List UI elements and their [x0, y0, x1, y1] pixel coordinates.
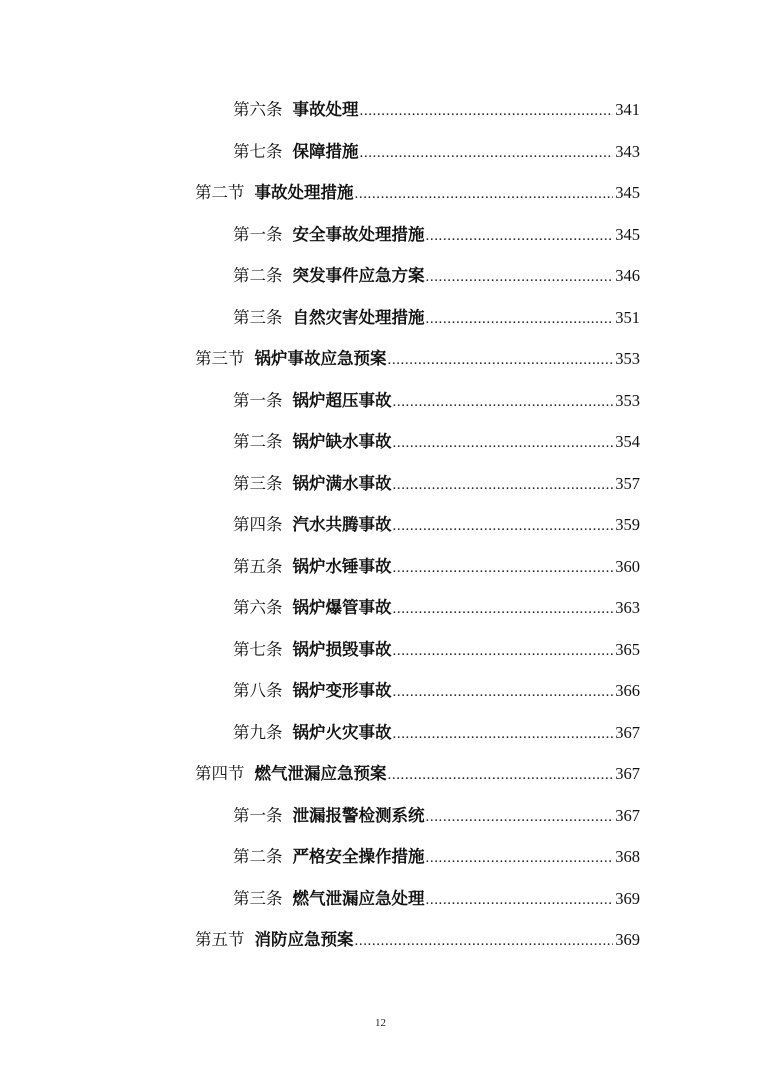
toc-article-entry[interactable] [233, 510, 640, 540]
toc-dot-leader [426, 843, 614, 873]
toc-dot-leader [355, 926, 614, 956]
toc-entry-page: 353 [615, 349, 640, 368]
toc-dot-leader [360, 96, 614, 126]
toc-article-entry[interactable] [233, 427, 640, 457]
toc-entry-page: 343 [615, 142, 640, 161]
toc-entry-number: 第四条 [233, 515, 283, 534]
toc-entry-number: 第三节 [195, 349, 245, 368]
toc-entry-title: 消防应急预案 [254, 930, 354, 949]
toc-dot-leader [426, 885, 614, 915]
toc-dot-leader [426, 262, 614, 292]
toc-entry-number: 第六条 [233, 598, 283, 617]
toc-article-entry[interactable] [233, 635, 640, 665]
toc-entry-title: 汽水共腾事故 [292, 515, 392, 534]
toc-entry-title: 锅炉火灾事故 [292, 723, 392, 742]
toc-entry-number: 第二条 [233, 266, 283, 285]
toc-article-entry[interactable] [233, 676, 640, 706]
toc-dot-leader [393, 428, 614, 458]
toc-entry-page: 345 [615, 225, 640, 244]
toc-entry-page: 353 [615, 391, 640, 410]
toc-dot-leader [355, 179, 614, 209]
toc-article-entry[interactable] [233, 552, 640, 582]
toc-article-entry[interactable] [233, 386, 640, 416]
toc-entry-page: 360 [615, 557, 640, 576]
toc-entry-title: 严格安全操作措施 [292, 847, 425, 866]
toc-entry-title: 事故处理 [292, 100, 359, 119]
toc-entry-number: 第六条 [233, 100, 283, 119]
toc-article-entry[interactable] [233, 303, 640, 333]
toc-dot-leader [388, 345, 614, 375]
toc-entry-number: 第一条 [233, 806, 283, 825]
toc-entry-number: 第八条 [233, 681, 283, 700]
page-number: 12 [375, 1017, 386, 1029]
toc-article-entry[interactable] [233, 220, 640, 250]
toc-article-entry[interactable] [233, 95, 640, 125]
toc-entry-title: 锅炉缺水事故 [292, 432, 392, 451]
toc-entry-title: 燃气泄漏应急预案 [254, 764, 387, 783]
toc-dot-leader [360, 138, 614, 168]
toc-entry-title: 锅炉水锤事故 [292, 557, 392, 576]
toc-entry-number: 第一条 [233, 391, 283, 410]
toc-dot-leader [393, 594, 614, 624]
toc-dot-leader [393, 387, 614, 417]
toc-entry-number: 第七条 [233, 142, 283, 161]
toc-entry-title: 安全事故处理措施 [292, 225, 425, 244]
toc-entry-page: 366 [615, 681, 640, 700]
toc-article-entry[interactable] [233, 469, 640, 499]
toc-section-entry[interactable] [195, 925, 640, 955]
toc-dot-leader [393, 677, 614, 707]
toc-entry-page: 341 [615, 100, 640, 119]
toc-entry-number: 第三条 [233, 474, 283, 493]
toc-entry-page: 365 [615, 640, 640, 659]
toc-section-entry[interactable] [195, 759, 640, 789]
toc-entry-number: 第五节 [195, 930, 245, 949]
toc-article-entry[interactable] [233, 801, 640, 831]
toc-entry-page: 357 [615, 474, 640, 493]
toc-entry-title: 突发事件应急方案 [292, 266, 425, 285]
toc-entry-number: 第七条 [233, 640, 283, 659]
toc-entry-page: 359 [615, 515, 640, 534]
toc-section-entry[interactable] [195, 178, 640, 208]
toc-entry-page: 368 [615, 847, 640, 866]
toc-entry-page: 354 [615, 432, 640, 451]
toc-entry-page: 345 [615, 183, 640, 202]
toc-dot-leader [393, 719, 614, 749]
toc-entry-title: 锅炉爆管事故 [292, 598, 392, 617]
toc-entry-number: 第一条 [233, 225, 283, 244]
toc-article-entry[interactable] [233, 261, 640, 291]
toc-entry-number: 第四节 [195, 764, 245, 783]
toc-entry-number: 第三条 [233, 889, 283, 908]
toc-entry-number: 第三条 [233, 308, 283, 327]
toc-entry-page: 369 [615, 930, 640, 949]
toc-dot-leader [393, 636, 614, 666]
toc-entry-page: 346 [615, 266, 640, 285]
toc-dot-leader [426, 221, 614, 251]
toc-section-entry[interactable] [195, 344, 640, 374]
toc-entry-number: 第二条 [233, 847, 283, 866]
toc-entry-number: 第五条 [233, 557, 283, 576]
toc-entry-number: 第二节 [195, 183, 245, 202]
toc-entry-title: 自然灾害处理措施 [292, 308, 425, 327]
toc-entry-title: 锅炉超压事故 [292, 391, 392, 410]
toc-entry-page: 363 [615, 598, 640, 617]
toc-dot-leader [388, 760, 614, 790]
toc-entry-title: 锅炉变形事故 [292, 681, 392, 700]
toc-dot-leader [393, 511, 614, 541]
toc-entry-title: 保障措施 [292, 142, 359, 161]
toc-entry-number: 第九条 [233, 723, 283, 742]
toc-entry-title: 事故处理措施 [254, 183, 354, 202]
toc-article-entry[interactable] [233, 884, 640, 914]
toc-dot-leader [393, 553, 614, 583]
toc-entry-page: 367 [615, 723, 640, 742]
toc-entry-page: 367 [615, 806, 640, 825]
toc-dot-leader [426, 802, 614, 832]
toc-entry-page: 367 [615, 764, 640, 783]
toc-article-entry[interactable] [233, 593, 640, 623]
toc-article-entry[interactable] [233, 718, 640, 748]
toc-dot-leader [393, 470, 614, 500]
toc-article-entry[interactable] [233, 137, 640, 167]
toc-entry-title: 燃气泄漏应急处理 [292, 889, 425, 908]
toc-entry-title: 锅炉损毁事故 [292, 640, 392, 659]
toc-entry-page: 369 [615, 889, 640, 908]
toc-entry-number: 第二条 [233, 432, 283, 451]
toc-entry-title: 锅炉事故应急预案 [254, 349, 387, 368]
toc-entry-page: 351 [615, 308, 640, 327]
toc-dot-leader [426, 304, 614, 334]
toc-entry-title: 泄漏报警检测系统 [292, 806, 425, 825]
toc-entry-title: 锅炉满水事故 [292, 474, 392, 493]
toc-article-entry[interactable] [233, 842, 640, 872]
